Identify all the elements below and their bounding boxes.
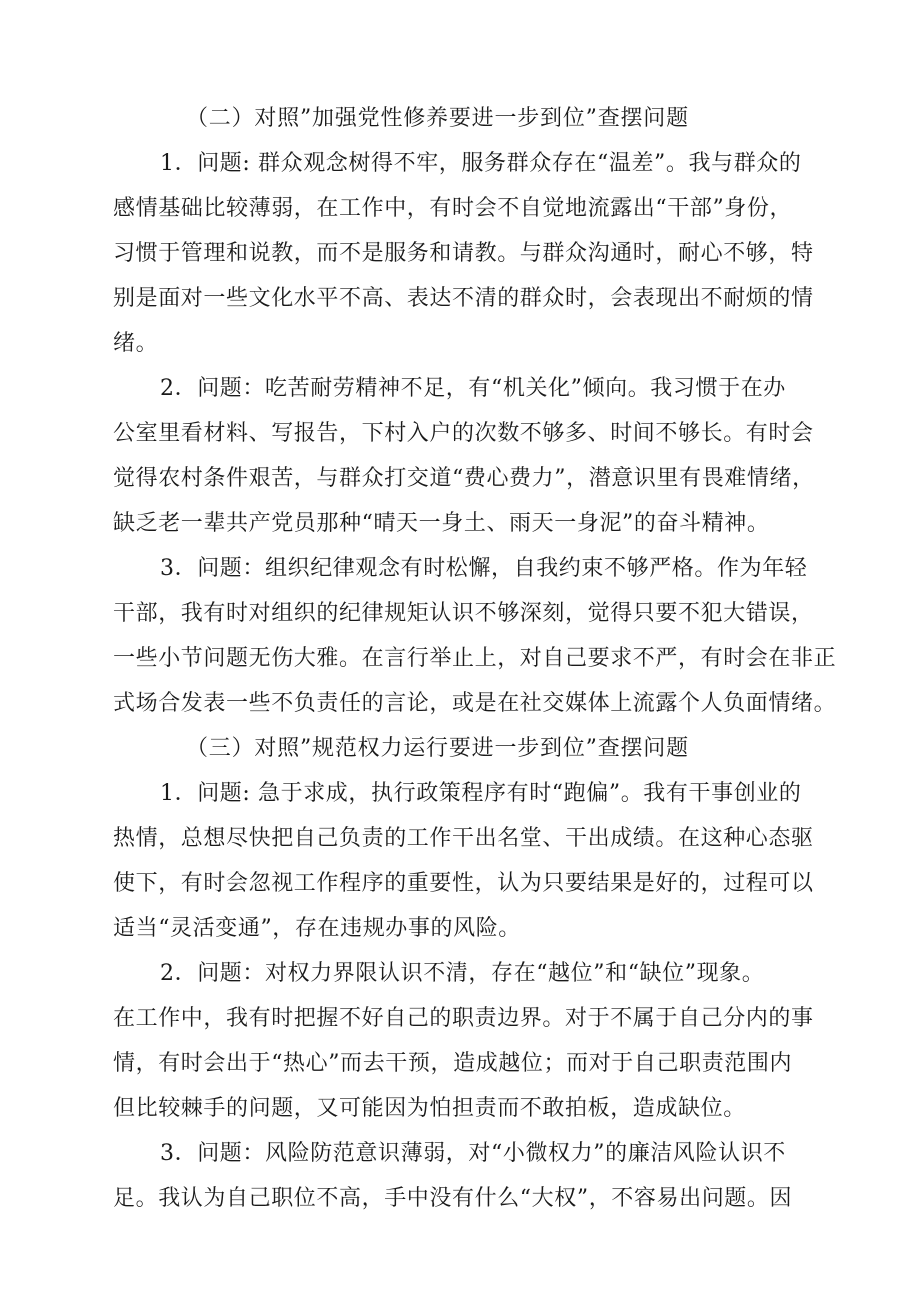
paragraph-line: 在工作中，我有时把握不好自己的职责边界。对于不属于自己分内的事 [113,1006,814,1031]
paragraph-line: 别是面对一些文化水平不高、表达不清的群众时，会表现出不耐烦的情 [113,286,814,311]
section-heading-2: （二）对照”加强党性修养要进一步到位”查摆问题 [186,106,689,131]
paragraph-line: 感情基础比较薄弱，在工作中，有时会不自觉地流露出“干部”身份， [113,196,793,221]
paragraph-line: 3．问题：风险防范意识薄弱，对“小微权力”的廉洁风险认识不 [160,1141,786,1166]
paragraph-line: 绪。 [113,331,159,356]
paragraph-line: 式场合发表一些不负责任的言论，或是在社交媒体上流露个人负面情绪。 [113,691,837,716]
paragraph-line: 习惯于管理和说教，而不是服务和请教。与群众沟通时，耐心不够，特 [113,241,814,266]
paragraph-line: 缺乏老一辈共产党员那种“晴天一身土、雨天一身泥”的奋斗精神。 [113,511,770,536]
paragraph-line: 3．问题：组织纪律观念有时松懈，自我约束不够严格。作为年轻 [160,556,808,581]
paragraph-line: 足。我认为自己职位不高，手中没有什么“大权”，不容易出问题。因 [113,1186,793,1211]
paragraph-line: 干部，我有时对组织的纪律规矩认识不够深刻，觉得只要不犯大错误， [113,601,814,626]
paragraph-line: 公室里看材料、写报告，下村入户的次数不够多、时间不够长。有时会 [113,421,814,446]
paragraph-line: 热情，总想尽快把自己负责的工作干出名堂、干出成绩。在这种心态驱 [113,826,814,851]
paragraph-line: 1．问题: 群众观念树得不牢，服务群众存在“温差”。我与群众的 [160,151,802,176]
paragraph-line: 适当“灵活变通”，存在违规办事的风险。 [113,916,521,941]
paragraph-line: 情，有时会出于“热心”而去干预，造成越位；而对于自己职责范围内 [113,1051,793,1076]
paragraph-line: 使下，有时会忽视工作程序的重要性，认为只要结果是好的，过程可以 [113,871,814,896]
paragraph-line: 觉得农村条件艰苦，与群众打交道“费心费力”，潜意识里有畏难情绪， [113,466,815,491]
paragraph-line: 但比较棘手的问题，又可能因为怕担责而不敢拍板，造成缺位。 [113,1096,746,1121]
paragraph-line: 一些小节问题无伤大雅。在言行举止上，对自己要求不严，有时会在非正 [113,646,837,671]
paragraph-line: 2．问题：吃苦耐劳精神不足，有“机关化”倾向。我习惯于在办 [160,376,786,401]
section-heading-3: （三）对照”规范权力运行要进一步到位”查摆问题 [186,736,689,761]
paragraph-line: 1．问题: 急于求成，执行政策程序有时“跑偏”。我有干事创业的 [160,781,802,806]
paragraph-line: 2．问题：对权力界限认识不清，存在“越位”和“缺位”现象。 [160,961,765,986]
